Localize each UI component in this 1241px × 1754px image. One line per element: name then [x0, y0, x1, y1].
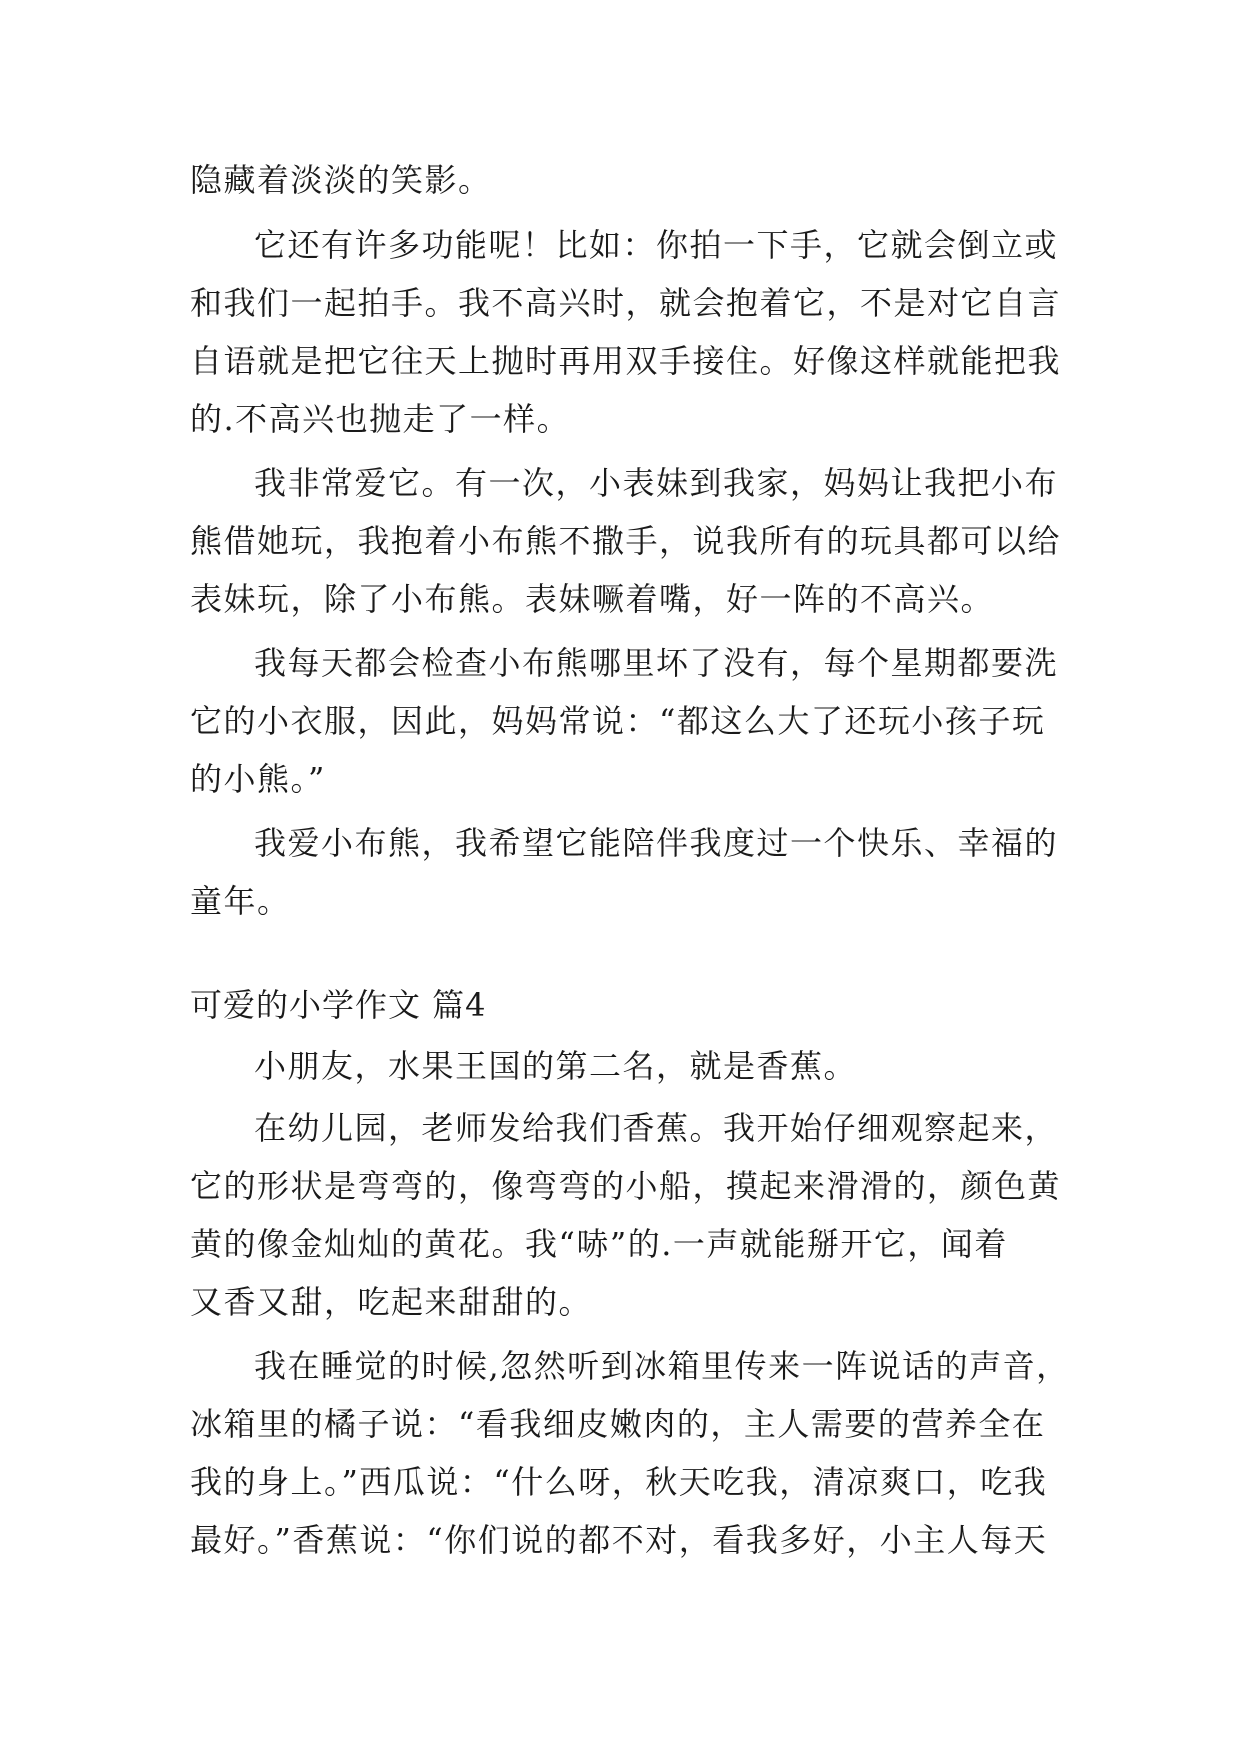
paragraph-line: 它的小衣服，因此，妈妈常说：“都这么大了还玩小孩子玩: [190, 702, 1046, 740]
section-heading: 可爱的小学作文 篇4: [190, 986, 487, 1024]
paragraph-line: 冰箱里的橘子说：“看我细皮嫩肉的，主人需要的营养全在: [190, 1405, 1046, 1443]
paragraph-line: 自语就是把它往天上抛时再用双手接住。好像这样就能把我: [190, 342, 1062, 380]
paragraph-line: 它的形状是弯弯的，像弯弯的小船，摸起来滑滑的，颜色黄: [190, 1167, 1062, 1205]
paragraph-line: 熊借她玩，我抱着小布熊不撒手，说我所有的玩具都可以给: [190, 522, 1062, 560]
paragraph-line: 童年。: [190, 882, 291, 920]
paragraph-line: 我每天都会检查小布熊哪里坏了没有，每个星期都要洗: [254, 644, 1059, 682]
paragraph-line: 我非常爱它。有一次，小表妹到我家，妈妈让我把小布: [254, 464, 1059, 502]
paragraph-line: 小朋友，水果王国的第二名，就是香蕉。: [254, 1047, 858, 1085]
paragraph-line: 最好。”香蕉说：“你们说的都不对，看我多好，小主人每天: [190, 1521, 1048, 1559]
paragraph-line: 我的身上。”西瓜说：“什么呀，秋天吃我，清凉爽口，吃我: [190, 1463, 1048, 1501]
paragraph-line: 我在睡觉的时候,忽然听到冰箱里传来一阵说话的声音，: [254, 1347, 1070, 1385]
paragraph-line: 又香又甜，吃起来甜甜的。: [190, 1283, 593, 1321]
paragraph-line: 的小熊。”: [190, 760, 326, 798]
paragraph-line: 在幼儿园，老师发给我们香蕉。我开始仔细观察起来，: [254, 1109, 1059, 1147]
paragraph-line: 表妹玩，除了小布熊。表妹噘着嘴，好一阵的不高兴。: [190, 580, 995, 618]
paragraph-line: 和我们一起拍手。我不高兴时，就会抱着它，不是对它自言: [190, 284, 1062, 322]
paragraph-line: 的.不高兴也抛走了一样。: [190, 400, 571, 438]
paragraph-line: 我爱小布熊，我希望它能陪伴我度过一个快乐、幸福的: [254, 824, 1059, 862]
paragraph-line: 黄的像金灿灿的黄花。我“哧”的.一声就能掰开它，闻着: [190, 1225, 1008, 1263]
paragraph-line: 隐藏着淡淡的笑影。: [190, 161, 492, 199]
paragraph-line: 它还有许多功能呢！比如：你拍一下手，它就会倒立或: [254, 226, 1059, 264]
